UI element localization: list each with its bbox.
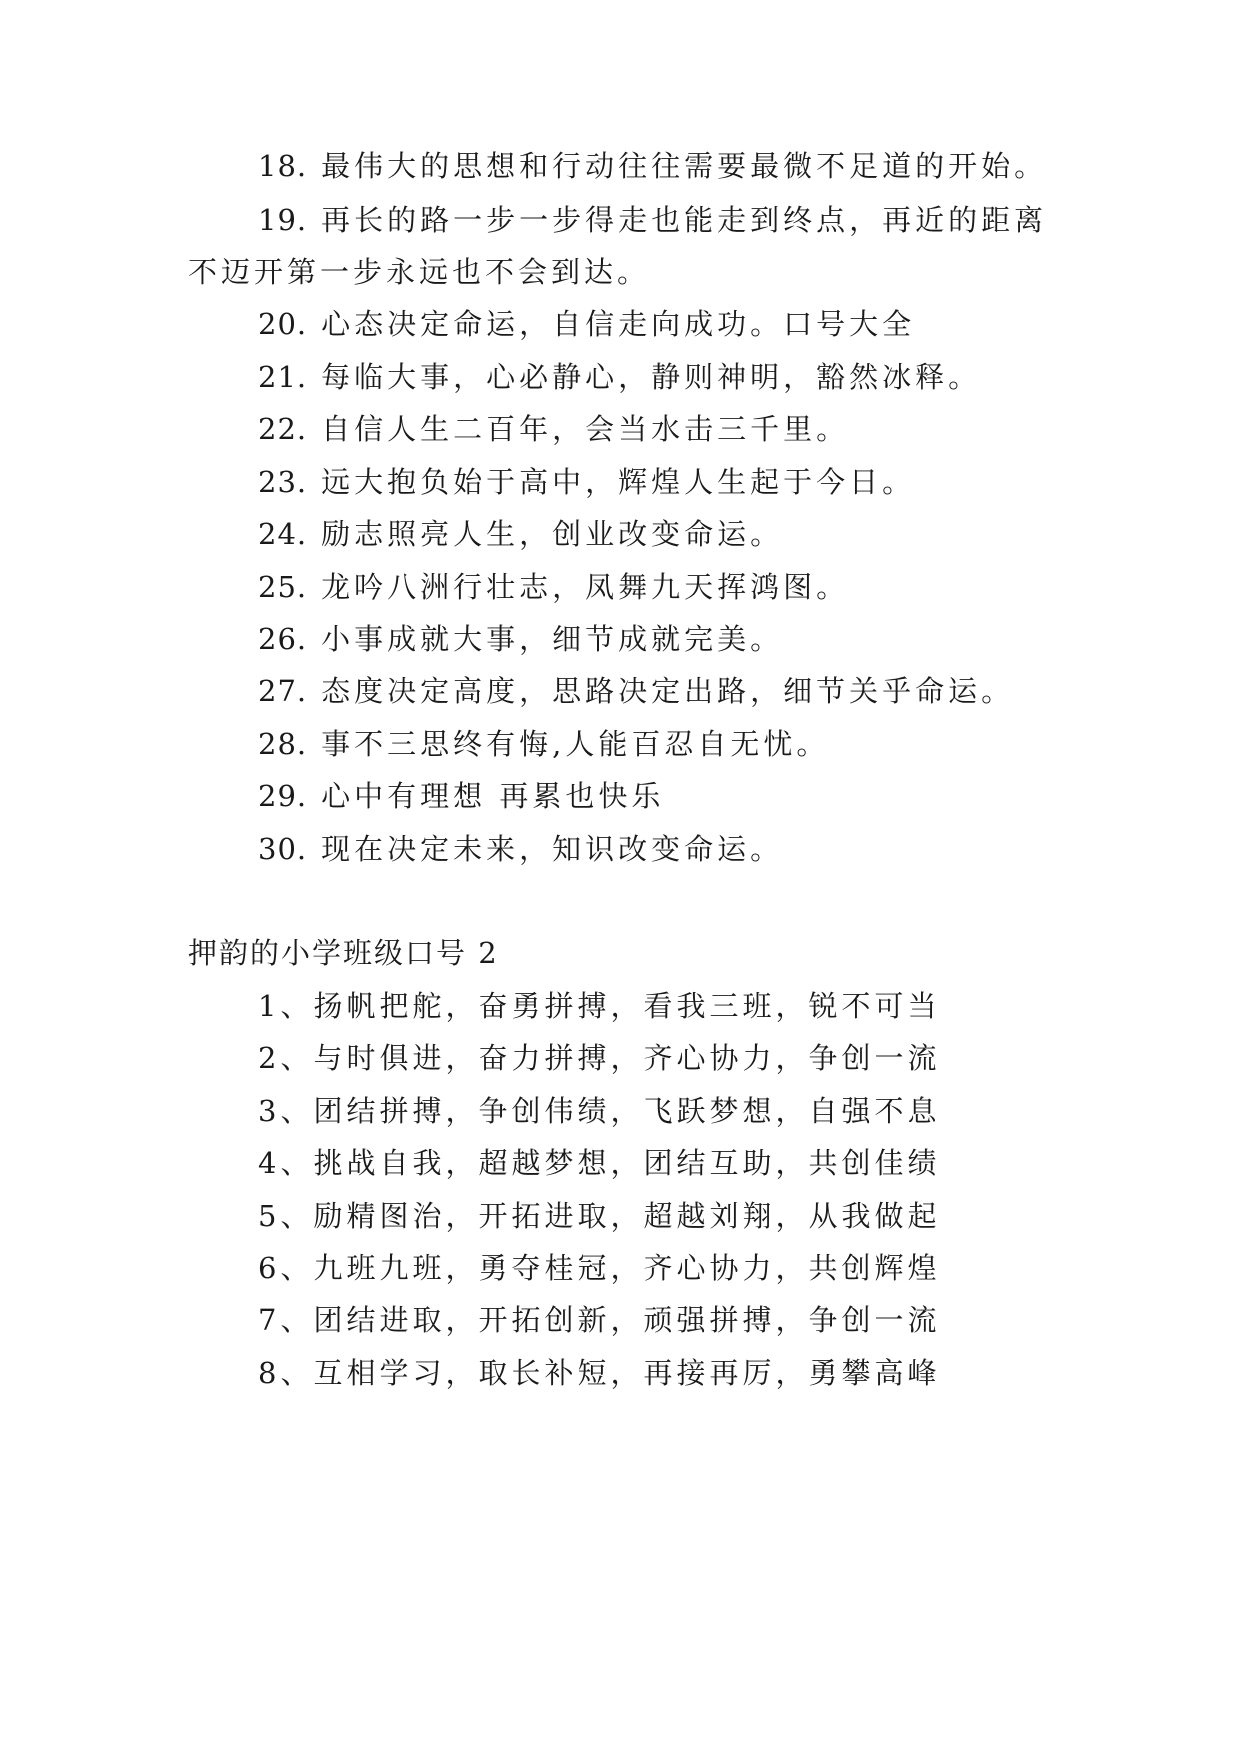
list-item-28 — [258, 724, 829, 764]
item-number: 8、 — [258, 1356, 314, 1390]
item-text: 远大抱负始于高中，辉煌人生起于今日。 — [321, 465, 916, 499]
item-text: 自信人生二百年，会当水击三千里。 — [321, 412, 850, 446]
list-item-27 — [258, 671, 1014, 711]
item-text: 每临大事，心必静心，静则神明，豁然冰释。 — [321, 360, 982, 394]
slogan-item-4 — [258, 1143, 940, 1183]
item-number: 3、 — [258, 1094, 314, 1128]
list-item-18 — [258, 146, 1047, 186]
slogan-item-7 — [258, 1300, 940, 1340]
item-text: 励志照亮人生，创业改变命运。 — [321, 517, 784, 551]
list-item-26 — [258, 619, 783, 659]
item-text: 互相学习，取长补短，再接再厉，勇攀高峰 — [313, 1356, 941, 1390]
item-text: 扬帆把舵，奋勇拼搏，看我三班，锐不可当 — [313, 989, 941, 1023]
item-number: 6、 — [258, 1251, 314, 1285]
slogan-item-5 — [258, 1196, 940, 1236]
section-title: 押韵的小学班级口号 2 — [188, 936, 499, 970]
slogan-item-2 — [258, 1038, 940, 1078]
list-item-21 — [258, 357, 981, 397]
item-number: 19. — [258, 203, 308, 237]
item-number: 22. — [258, 412, 308, 446]
item-text: 最伟大的思想和行动往往需要最微不足道的开始。 — [321, 149, 1048, 183]
list-item-22 — [258, 409, 849, 449]
item-text: 小事成就大事，细节成就完美。 — [321, 622, 784, 656]
item-text: 心态决定命运，自信走向成功。口号大全 — [321, 307, 916, 341]
slogan-item-1 — [258, 986, 940, 1026]
item-number: 2、 — [258, 1041, 314, 1075]
list-item-29 — [258, 776, 664, 816]
item-text: 事不三思终有悔,人能百忍自无忧。 — [321, 727, 830, 761]
item-number: 28. — [258, 727, 308, 761]
item-number: 27. — [258, 674, 308, 708]
list-item-19-continuation: 不迈开第一步永远也不会到达。 — [188, 255, 651, 289]
item-text: 现在决定未来，知识改变命运。 — [321, 832, 784, 866]
list-item-24 — [258, 514, 783, 554]
item-text: 励精图治，开拓进取，超越刘翔，从我做起 — [313, 1199, 941, 1233]
item-text: 挑战自我，超越梦想，团结互助，共创佳绩 — [313, 1146, 941, 1180]
slogan-item-8 — [258, 1353, 940, 1393]
item-number: 25. — [258, 570, 308, 604]
item-text: 团结拼搏，争创伟绩，飞跃梦想，自强不息 — [313, 1094, 941, 1128]
list-item-19 — [258, 200, 1047, 240]
item-number: 26. — [258, 622, 308, 656]
item-number: 4、 — [258, 1146, 314, 1180]
item-number: 29. — [258, 779, 308, 813]
item-number: 20. — [258, 307, 308, 341]
item-number: 1、 — [258, 989, 314, 1023]
list-item-30 — [258, 829, 783, 869]
list-item-25 — [258, 567, 849, 607]
item-number: 24. — [258, 517, 308, 551]
item-text: 与时俱进，奋力拼搏，齐心协力，争创一流 — [313, 1041, 941, 1075]
item-text: 九班九班，勇夺桂冠，齐心协力，共创辉煌 — [313, 1251, 941, 1285]
item-number: 21. — [258, 360, 308, 394]
item-text: 心中有理想 再累也快乐 — [321, 779, 665, 813]
item-number: 23. — [258, 465, 308, 499]
item-text: 龙吟八洲行壮志，凤舞九天挥鸿图。 — [321, 570, 850, 604]
item-number: 7、 — [258, 1303, 314, 1337]
item-text: 团结进取，开拓创新，顽强拼搏，争创一流 — [313, 1303, 941, 1337]
slogan-item-3 — [258, 1091, 940, 1131]
slogan-item-6 — [258, 1248, 940, 1288]
item-text: 态度决定高度，思路决定出路，细节关乎命运。 — [321, 674, 1015, 708]
list-item-20 — [258, 304, 915, 344]
list-item-23 — [258, 462, 915, 502]
item-number: 5、 — [258, 1199, 314, 1233]
item-text: 再长的路一步一步得走也能走到终点，再近的距离 — [321, 203, 1048, 237]
item-number: 30. — [258, 832, 308, 866]
item-number: 18. — [258, 149, 308, 183]
